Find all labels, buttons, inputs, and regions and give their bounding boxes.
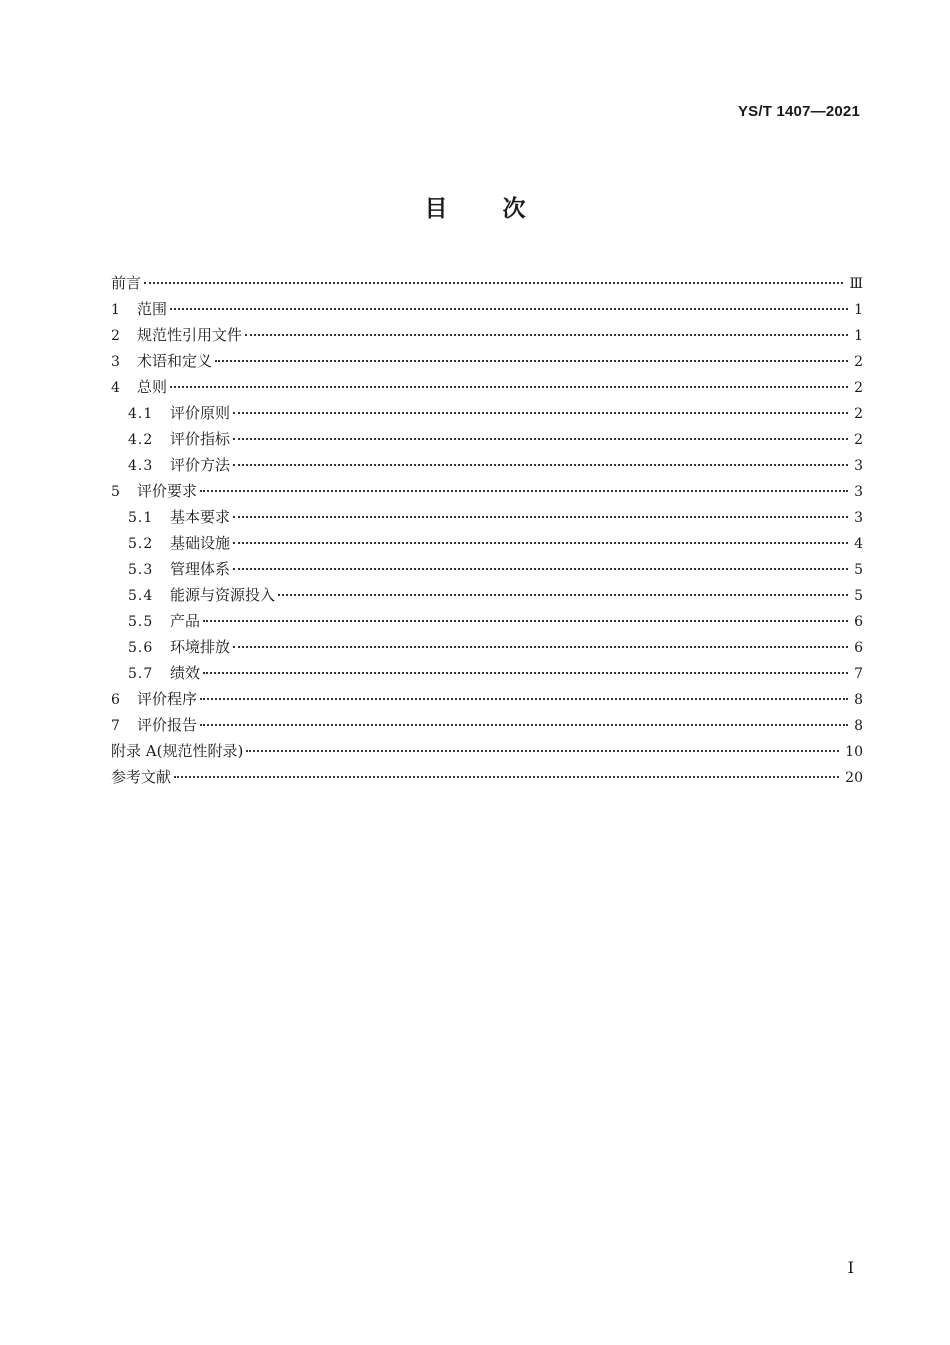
toc-entry-label: 评价指标 <box>170 430 231 448</box>
toc-entry-page: 3 <box>854 458 863 474</box>
toc-entry[interactable] <box>111 296 863 322</box>
toc-entry-page: 5 <box>854 588 863 604</box>
toc-entry-page: 3 <box>854 510 863 526</box>
toc-entry-label: 产品 <box>170 612 201 630</box>
toc-entry-label: 基本要求 <box>170 508 231 526</box>
toc-entry-page: 2 <box>854 432 863 448</box>
toc-entry[interactable] <box>111 582 863 608</box>
toc-entry[interactable] <box>111 270 863 296</box>
toc-entry-page: 2 <box>854 380 863 396</box>
dot-leader <box>233 463 848 466</box>
dot-leader <box>233 515 848 518</box>
toc-entry-page: 8 <box>854 718 863 734</box>
toc-entry-label: 参考文献 <box>111 768 172 786</box>
toc-entry[interactable] <box>111 348 863 374</box>
toc-entry-page: 6 <box>854 640 863 656</box>
toc-entry-number: 5.2 <box>128 536 154 552</box>
toc-entry-page: 6 <box>854 614 863 630</box>
toc-entry-page: 7 <box>854 666 863 682</box>
dot-leader <box>144 281 843 284</box>
toc-entry-number: 4 <box>111 380 120 396</box>
toc-entry-page: Ⅲ <box>849 276 863 292</box>
dot-leader <box>233 645 848 648</box>
toc-entry[interactable] <box>111 634 863 660</box>
toc-entry-number: 2 <box>111 328 120 344</box>
dot-leader <box>233 437 848 440</box>
toc-entry[interactable] <box>111 530 863 556</box>
dot-leader <box>203 619 848 622</box>
toc-entry-label: 范围 <box>137 300 168 318</box>
toc-entry-number: 3 <box>111 354 120 370</box>
toc-entry-number: 7 <box>111 718 120 734</box>
toc-entry[interactable] <box>111 426 863 452</box>
toc-entry-number: 4.2 <box>128 432 154 448</box>
toc-entry[interactable] <box>111 556 863 582</box>
toc-entry-label: 绩效 <box>170 664 201 682</box>
toc-entry[interactable] <box>111 660 863 686</box>
toc-entry[interactable] <box>111 478 863 504</box>
toc-entry-label: 环境排放 <box>170 638 231 656</box>
toc-entry[interactable] <box>111 738 863 764</box>
toc-entry[interactable] <box>111 686 863 712</box>
dot-leader <box>200 697 848 700</box>
toc-entry-label: 评价要求 <box>137 482 198 500</box>
toc-entry[interactable] <box>111 504 863 530</box>
dot-leader <box>233 567 848 570</box>
dot-leader <box>246 749 839 752</box>
toc-entry-number: 6 <box>111 692 120 708</box>
toc-entry-page: 2 <box>854 354 863 370</box>
page-title: 目次 <box>424 196 581 222</box>
table-of-contents <box>111 270 863 790</box>
toc-entry-number: 5 <box>111 484 120 500</box>
page-number: I <box>847 1258 854 1277</box>
dot-leader <box>233 541 848 544</box>
toc-entry-page: 8 <box>854 692 863 708</box>
toc-entry-number: 4.3 <box>128 458 154 474</box>
dot-leader <box>170 385 848 388</box>
toc-entry-page: 3 <box>854 484 863 500</box>
toc-entry-page: 20 <box>845 770 863 786</box>
toc-entry-label: 前言 <box>111 274 142 292</box>
toc-entry-number: 5.5 <box>128 614 154 630</box>
toc-entry-number: 1 <box>111 302 120 318</box>
dot-leader <box>278 593 848 596</box>
dot-leader <box>170 307 848 310</box>
dot-leader <box>174 775 839 778</box>
toc-entry[interactable] <box>111 608 863 634</box>
standard-code: YS/T 1407—2021 <box>737 103 860 120</box>
toc-entry-page: 1 <box>854 302 863 318</box>
dot-leader <box>245 333 848 336</box>
toc-entry[interactable] <box>111 374 863 400</box>
toc-entry[interactable] <box>111 322 863 348</box>
dot-leader <box>200 489 848 492</box>
toc-entry-page: 1 <box>854 328 863 344</box>
toc-entry-page: 2 <box>854 406 863 422</box>
toc-entry-number: 5.4 <box>128 588 154 604</box>
toc-entry-label: 术语和定义 <box>137 352 213 370</box>
toc-entry[interactable] <box>111 764 863 790</box>
toc-entry-page: 5 <box>854 562 863 578</box>
toc-entry-label: 规范性引用文件 <box>137 326 243 344</box>
dot-leader <box>215 359 848 362</box>
toc-entry[interactable] <box>111 400 863 426</box>
toc-entry-label: 基础设施 <box>170 534 231 552</box>
dot-leader <box>200 723 848 726</box>
toc-entry-label: 评价方法 <box>170 456 231 474</box>
dot-leader <box>203 671 848 674</box>
toc-entry[interactable] <box>111 452 863 478</box>
toc-entry-label: 评价程序 <box>137 690 198 708</box>
toc-entry-label: 评价原则 <box>170 404 231 422</box>
toc-entry-number: 5.6 <box>128 640 154 656</box>
toc-entry-number: 5.7 <box>128 666 154 682</box>
toc-entry-label: 评价报告 <box>137 716 198 734</box>
toc-entry-number: 5.3 <box>128 562 154 578</box>
toc-entry-label: 能源与资源投入 <box>170 586 276 604</box>
toc-entry-page: 10 <box>845 744 863 760</box>
toc-entry-number: 4.1 <box>128 406 154 422</box>
toc-entry[interactable] <box>111 712 863 738</box>
toc-entry-label: 管理体系 <box>170 560 231 578</box>
toc-entry-label: 总则 <box>137 378 168 396</box>
toc-entry-page: 4 <box>854 536 863 552</box>
toc-entry-label: 附录 A(规范性附录) <box>111 742 244 760</box>
toc-entry-number: 5.1 <box>128 510 154 526</box>
dot-leader <box>233 411 848 414</box>
